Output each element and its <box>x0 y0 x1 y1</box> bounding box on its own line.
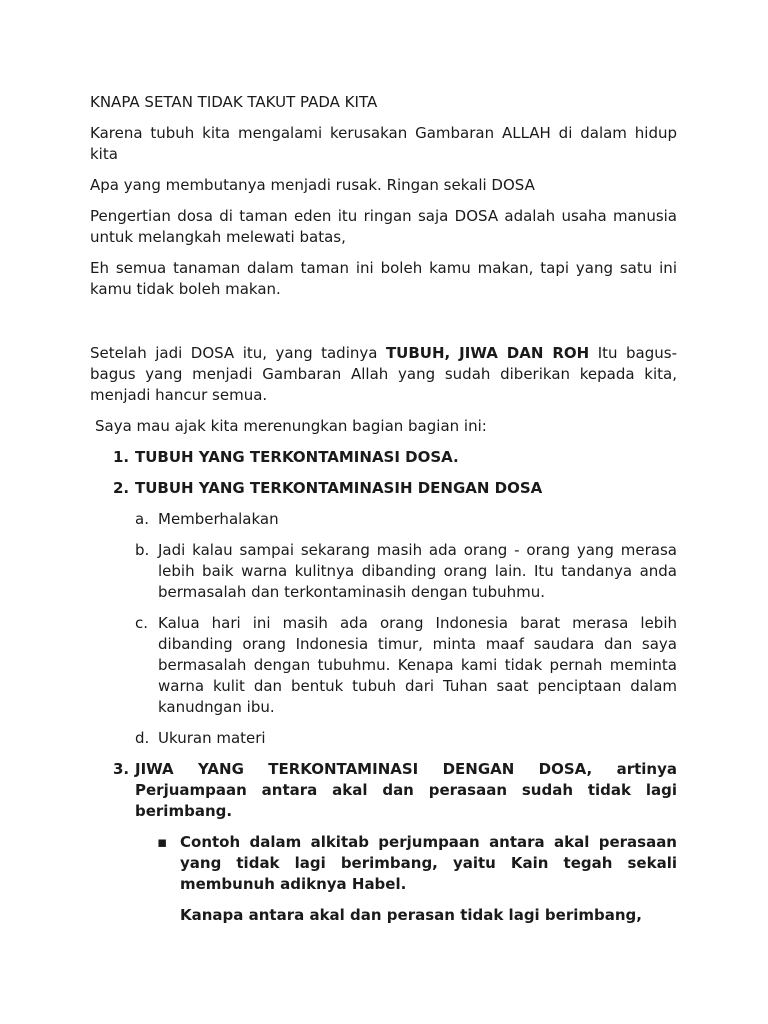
sublist-item-d <box>90 728 677 749</box>
list-item-2 <box>90 478 677 499</box>
document-body <box>90 92 677 926</box>
closing-line: Kanapa antara akal dan perasan tidak lagi berimbang, <box>180 906 642 924</box>
sublist-item-a <box>90 509 677 530</box>
list-text: JIWA YANG TERKONTAMINASI DENGAN DOSA, artinya Perjuampaan antara akal dan perasaan sudah tidak lagi berimbang. <box>135 760 677 820</box>
square-bullet-icon: ▪ <box>157 833 168 851</box>
paragraph-4: Eh semua tanaman dalam taman ini boleh kamu makan, tapi yang satu ini kamu tidak boleh makan. <box>90 259 677 298</box>
sublist-letter: a. <box>135 510 149 528</box>
paragraph-5-pre: Setelah jadi DOSA itu, yang tadinya <box>90 344 386 362</box>
paragraph-2: Apa yang membutanya menjadi rusak. Ringan sekali DOSA <box>90 176 535 194</box>
list-number: 2. <box>113 479 130 497</box>
document-title: KNAPA SETAN TIDAK TAKUT PADA KITA <box>90 93 378 111</box>
list-number: 3. <box>113 760 130 778</box>
paragraph-1: Karena tubuh kita mengalami kerusakan Gambaran ALLAH di dalam hidup kita <box>90 124 677 163</box>
blank-space <box>90 310 677 343</box>
sublist-text: Kalua hari ini masih ada orang Indonesia barat merasa lebih dibanding orang Indonesia timur, minta maaf saudara dan saya bermasalah dengan tubuhmu. Kenapa kami tidak pernah meminta warna kulit dan bentuk tubuh dari Tuhan saat penciptaan dalam kanudngan ibu. <box>158 614 677 716</box>
sublist-text: Ukuran materi <box>158 729 266 747</box>
sublist-letter: b. <box>135 541 150 559</box>
sublist-letter: c. <box>135 614 149 632</box>
sublist-item-c <box>90 613 677 718</box>
sublist-text: Jadi kalau sampai sekarang masih ada orang - orang yang merasa lebih baik warna kulitnya dibanding orang lain. Itu tandanya anda bermasalah dan terkontaminasih dengan tubuhmu. <box>158 541 677 601</box>
paragraph-5 <box>90 343 677 406</box>
list-text: TUBUH YANG TERKONTAMINASIH DENGAN DOSA <box>135 479 543 497</box>
list-item-3 <box>90 759 677 822</box>
paragraph-5-bold: TUBUH, JIWA DAN ROH <box>385 344 590 362</box>
bullet-text: Contoh dalam alkitab perjumpaan antara akal perasaan yang tidak lagi berimbang, yaitu Kain tegah sekali membunuh adiknya Habel. <box>180 833 677 893</box>
paragraph-5-post: Itu bagus-bagus yang menjadi Gambaran Allah yang sudah diberikan kepada kita, menjadi hancur semua. <box>90 344 677 404</box>
sublist-item-b <box>90 540 677 603</box>
sublist-text: Memberhalakan <box>158 510 279 528</box>
sublist-letter: d. <box>135 729 150 747</box>
list-number: 1. <box>113 448 130 466</box>
list-item-1 <box>90 447 677 468</box>
list-text: TUBUH YANG TERKONTAMINASI DOSA. <box>135 448 459 466</box>
paragraph-3: Pengertian dosa di taman eden itu ringan saja DOSA adalah usaha manusia untuk melangkah melewati batas, <box>90 207 677 246</box>
bullet-item <box>90 832 677 895</box>
list-intro: Saya mau ajak kita merenungkan bagian bagian ini: <box>95 417 487 435</box>
